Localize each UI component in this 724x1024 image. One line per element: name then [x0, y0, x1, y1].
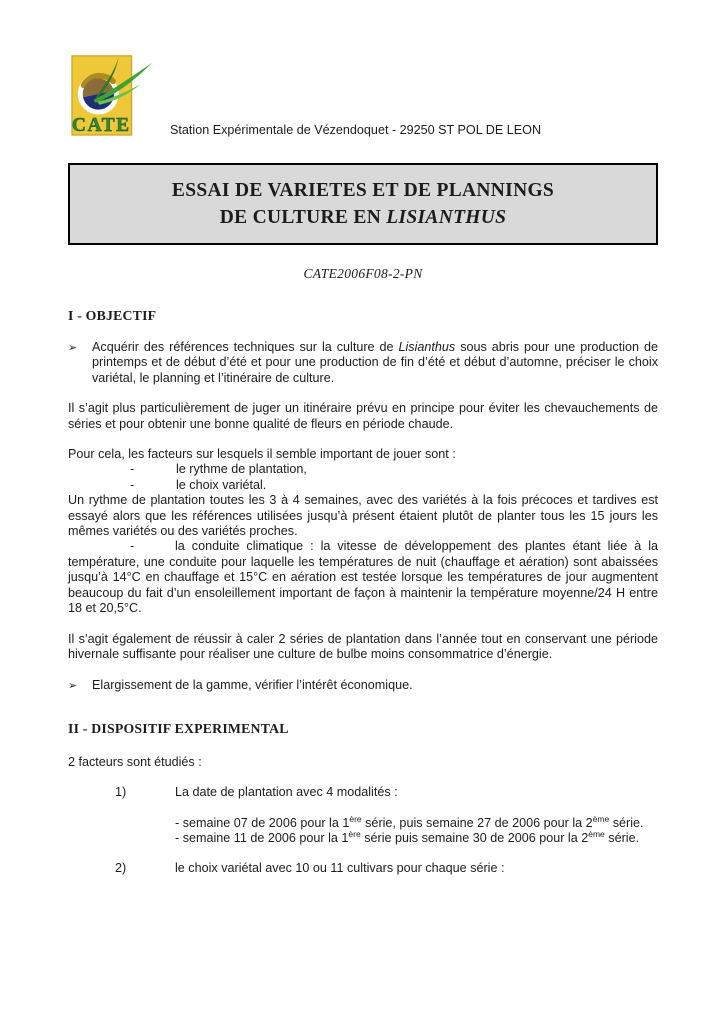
- cate-logo-icon: [70, 48, 156, 138]
- title-line-2-text: DE CULTURE EN: [219, 207, 387, 228]
- dash-bullet: -: [130, 539, 135, 554]
- section-2-heading: II - DISPOSITIF EXPERIMENTAL: [68, 720, 289, 736]
- paragraph: Un rythme de plantation toutes les 3 à 4 semaines, avec des variétés à la fois précoces et tardives est essayé alors que les références utilisées jusqu’à présent étaient plutôt de planter tous les 15 jours les mêmes variétés ou des variétés proches.: [68, 493, 658, 539]
- title-line-2: [78, 204, 648, 231]
- dash-bullet: -: [130, 462, 135, 477]
- title-box: [68, 163, 658, 245]
- objective-bullet-1: [68, 340, 658, 386]
- objective-bullet-2-text: Elargissement de la gamme, vérifier l’intérêt économique.: [92, 678, 413, 693]
- paragraph-conduite: - la conduite climatique : la vitesse de développement des plantes étant liée à la température, une conduite pour laquelle les températures de nuit (chauffage et aération) sont abaissées jusqu’à 14°C en chauffage et 15°C en aération est testée lorsque les températures de jour augmentent beaucoup du fait d’un ensoleillement important de façon à maintenir la température moyenne/24 H entre 18 et 20,5°C.: [68, 539, 658, 616]
- paragraph: Il s’agit également de réussir à caler 2 séries de plantation dans l’année tout en conservant une période hivernale suffisante pour réaliser une culture de bulbe moins consommatrice d’énergie.: [68, 631, 658, 661]
- arrow-bullet-icon: ➢: [68, 342, 78, 354]
- dash-list-item: - le choix variétal.: [130, 477, 267, 492]
- item-text: La date de plantation avec 4 modalités :: [175, 785, 398, 800]
- document-header: [68, 48, 658, 138]
- sub-item-semaine-11: - semaine 11 de 2006 pour la 1ère série puis semaine 30 de 2006 pour la 2ème série.: [175, 828, 640, 845]
- numbered-item-1: [68, 785, 658, 800]
- objective-bullet-2: [68, 678, 658, 694]
- paragraph: Pour cela, les facteurs sur lesquels il semble important de jouer sont :: [68, 447, 456, 462]
- logo-text: CATE: [71, 115, 131, 137]
- reference-code: CATE2006F08-2-PN: [303, 266, 423, 281]
- station-address-line: Station Expérimentale de Vézendoquet - 29250 ST POL DE LEON: [170, 123, 542, 137]
- item-text: le choix variétal avec 10 ou 11 cultivars pour chaque série :: [175, 861, 505, 876]
- objective-bullet-1-text: Acquérir des références techniques sur la culture de Lisianthus sous abris pour une production de printemps et de début d’été et pour une production de fin d’été et début d’automne, préciser le choix variétal, le planning et l’itinéraire de culture.: [92, 340, 658, 385]
- numbered-item-2: [68, 861, 658, 876]
- arrow-bullet-icon: ➢: [68, 680, 78, 693]
- item-number: 1): [115, 785, 127, 800]
- cate-logo: [70, 48, 156, 138]
- superscript: ème: [592, 813, 610, 824]
- dash-list-item: - le rythme de plantation,: [130, 462, 307, 477]
- superscript: ère: [348, 828, 361, 839]
- paragraph: Il s’agit plus particulièrement de juger un itinéraire prévu en principe pour éviter les chevauchements de séries et pour obtenir une bonne qualité de fleurs en période chaude.: [68, 401, 658, 431]
- item-number: 2): [115, 861, 127, 876]
- sub-item-semaine-07: - semaine 07 de 2006 pour la 1ère série, puis semaine 27 de 2006 pour la 2ème série.: [175, 813, 644, 830]
- title-line-1: ESSAI DE VARIETES ET DE PLANNINGS: [171, 180, 555, 201]
- title-line-2-italic: LISIANTHUS: [386, 207, 507, 228]
- dash-bullet: -: [130, 477, 135, 492]
- superscript: ère: [349, 813, 362, 824]
- superscript: ème: [588, 828, 605, 839]
- section-2-intro: 2 facteurs sont étudiés :: [68, 754, 202, 769]
- section-1-heading: I - OBJECTIF: [68, 308, 157, 323]
